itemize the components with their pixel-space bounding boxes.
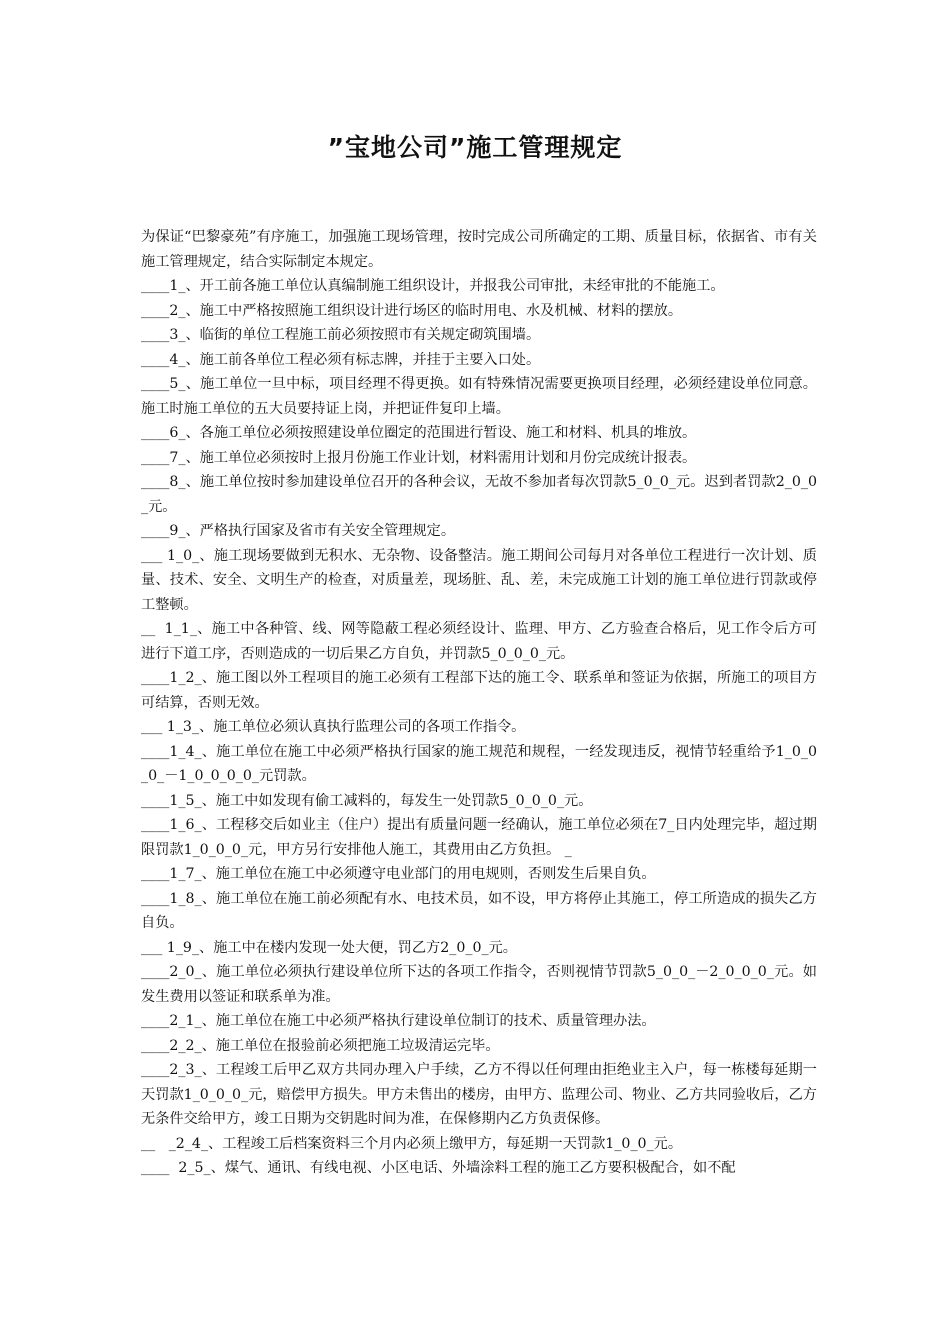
paragraph-item-8: ____8_、施工单位按时参加建设单位召开的各种会议，无故不参加者每次罚款5_0_0_元。迟到者罚款2_0_0_元。 [141,474,817,515]
paragraph-item-3: ____3_、临街的单位工程施工前必须按照市有关规定砌筑围墙。 [141,327,541,343]
paragraph-item-1: ____1_、开工前各施工单位认真编制施工组织设计，并报我公司审批，未经审批的不能施工。 [141,278,725,294]
paragraph-item-9: ____9_、严格执行国家及省市有关安全管理规定。 [141,523,456,539]
paragraph-item-2: ____2_、施工中严格按照施工组织设计进行场区的临时用电、水及机械、材料的摆放。 [141,302,683,319]
paragraph-item-24: __ _2_4_、工程竣工后档案资料三个月内必须上缴甲方，每延期一天罚款1_0_0_元。 [141,1135,683,1152]
paragraph-item-23: ____2_3_、工程竣工后甲乙双方共同办理入户手续，乙方不得以任何理由拒绝业主入户，每一栋楼每延期一天罚款1_0_0_0_元，赔偿甲方损失。甲方未售出的楼房，由甲方、监理公司、物业、乙方共同验收后，乙方无条件交给甲方，竣工日期为交钥匙时间为准，在保修期内乙方负责保修。 [141,1062,817,1127]
paragraph-item-13: ___ 1_3_、施工单位必须认真执行监理公司的各项工作指令。 [141,719,526,735]
document-title: ”宝地公司”施工管理规定 [327,133,623,162]
paragraph-item-17: ____1_7_、施工单位在施工中必须遵守电业部门的用电规则，否则发生后果自负。 [141,866,656,882]
paragraph-item-12: ____1_2_、施工图以外工程项目的施工必须有工程部下达的施工令、联系单和签证为依据，所施工的项目方可结算，否则无效。 [141,670,817,711]
paragraph-item-11: __ 1_1_、施工中各种管、线、网等隐蔽工程必须经设计、监理、甲方、乙方验查合格后，见工作令后方可进行下道工序，否则造成的一切后果乙方自负，并罚款5_0_0_0_元。 [141,621,817,662]
paragraph-item-14: ____1_4_、施工单位在施工中必须严格执行国家的施工规范和规程，一经发现违反，视情节轻重给予1_0_0_0_－1_0_0_0_0_元罚款。 [141,743,817,784]
paragraph-item-6: ____6_、各施工单位必须按照建设单位圈定的范围进行暂设、施工和材料、机具的堆放。 [141,425,697,441]
paragraph-item-25: ____ 2_5_、煤气、通讯、有线电视、小区电话、外墙涂料工程的施工乙方要积极配合，如不配 [141,1160,736,1176]
paragraph-item-10: ___ 1_0_、施工现场要做到无积水、无杂物、设备整洁。施工期间公司每月对各单位工程进行一次计划、质量、技术、安全、文明生产的检查，对质量差，现场脏、乱、差，未完成施工计划的施工单位进行罚款或停工整顿。 [141,547,817,613]
paragraph-item-20: ____2_0_、施工单位必须执行建设单位所下达的各项工作指令，否则视情节罚款5_0_0_－2_0_0_0_元。如发生费用以签证和联系单为准。 [141,964,817,1005]
paragraph-item-15: ____1_5_、施工中如发现有偷工减料的，每发生一处罚款5_0_0_0_元。 [141,792,593,809]
paragraph-item-18: ____1_8_、施工单位在施工前必须配有水、电技术员，如不设，甲方将停止其施工，停工所造成的损失乙方自负。 [141,890,817,931]
paragraph-intro: 为保证“巴黎豪苑”有序施工，加强施工现场管理，按时完成公司所确定的工期、质量目标，依据省、市有关施工管理规定，结合实际制定本规定。 [141,229,817,270]
paragraph-item-22: ____2_2_、施工单位在报验前必须把施工垃圾清运完毕。 [141,1037,500,1054]
paragraph-item-4: ____4_、施工前各单位工程必须有标志牌，并挂于主要入口处。 [141,351,541,368]
paragraph-item-21: ____2_1_、施工单位在施工中必须严格执行建设单位制订的技术、质量管理办法。 [141,1013,656,1029]
paragraph-item-19: ___ 1_9_、施工中在楼内发现一处大便，罚乙方2_0_0_元。 [141,939,517,956]
document-body [141,225,817,1181]
paragraph-item-16: ____1_6_、工程移交后如业主（住户）提出有质量问题一经确认，施工单位必须在7_日内处理完毕，超过期限罚款1_0_0_0_元，甲方另行安排他人施工，其费用由乙方负担。 _ [141,817,817,858]
paragraph-item-5: ____5_、施工单位一旦中标，项目经理不得更换。如有特殊情况需要更换项目经理，必须经建设单位同意。施工时施工单位的五大员要持证上岗，并把证件复印上墙。 [141,376,817,417]
paragraph-item-7: ____7_、施工单位必须按时上报月份施工作业计划，材料需用计划和月份完成统计报表。 [141,449,697,466]
